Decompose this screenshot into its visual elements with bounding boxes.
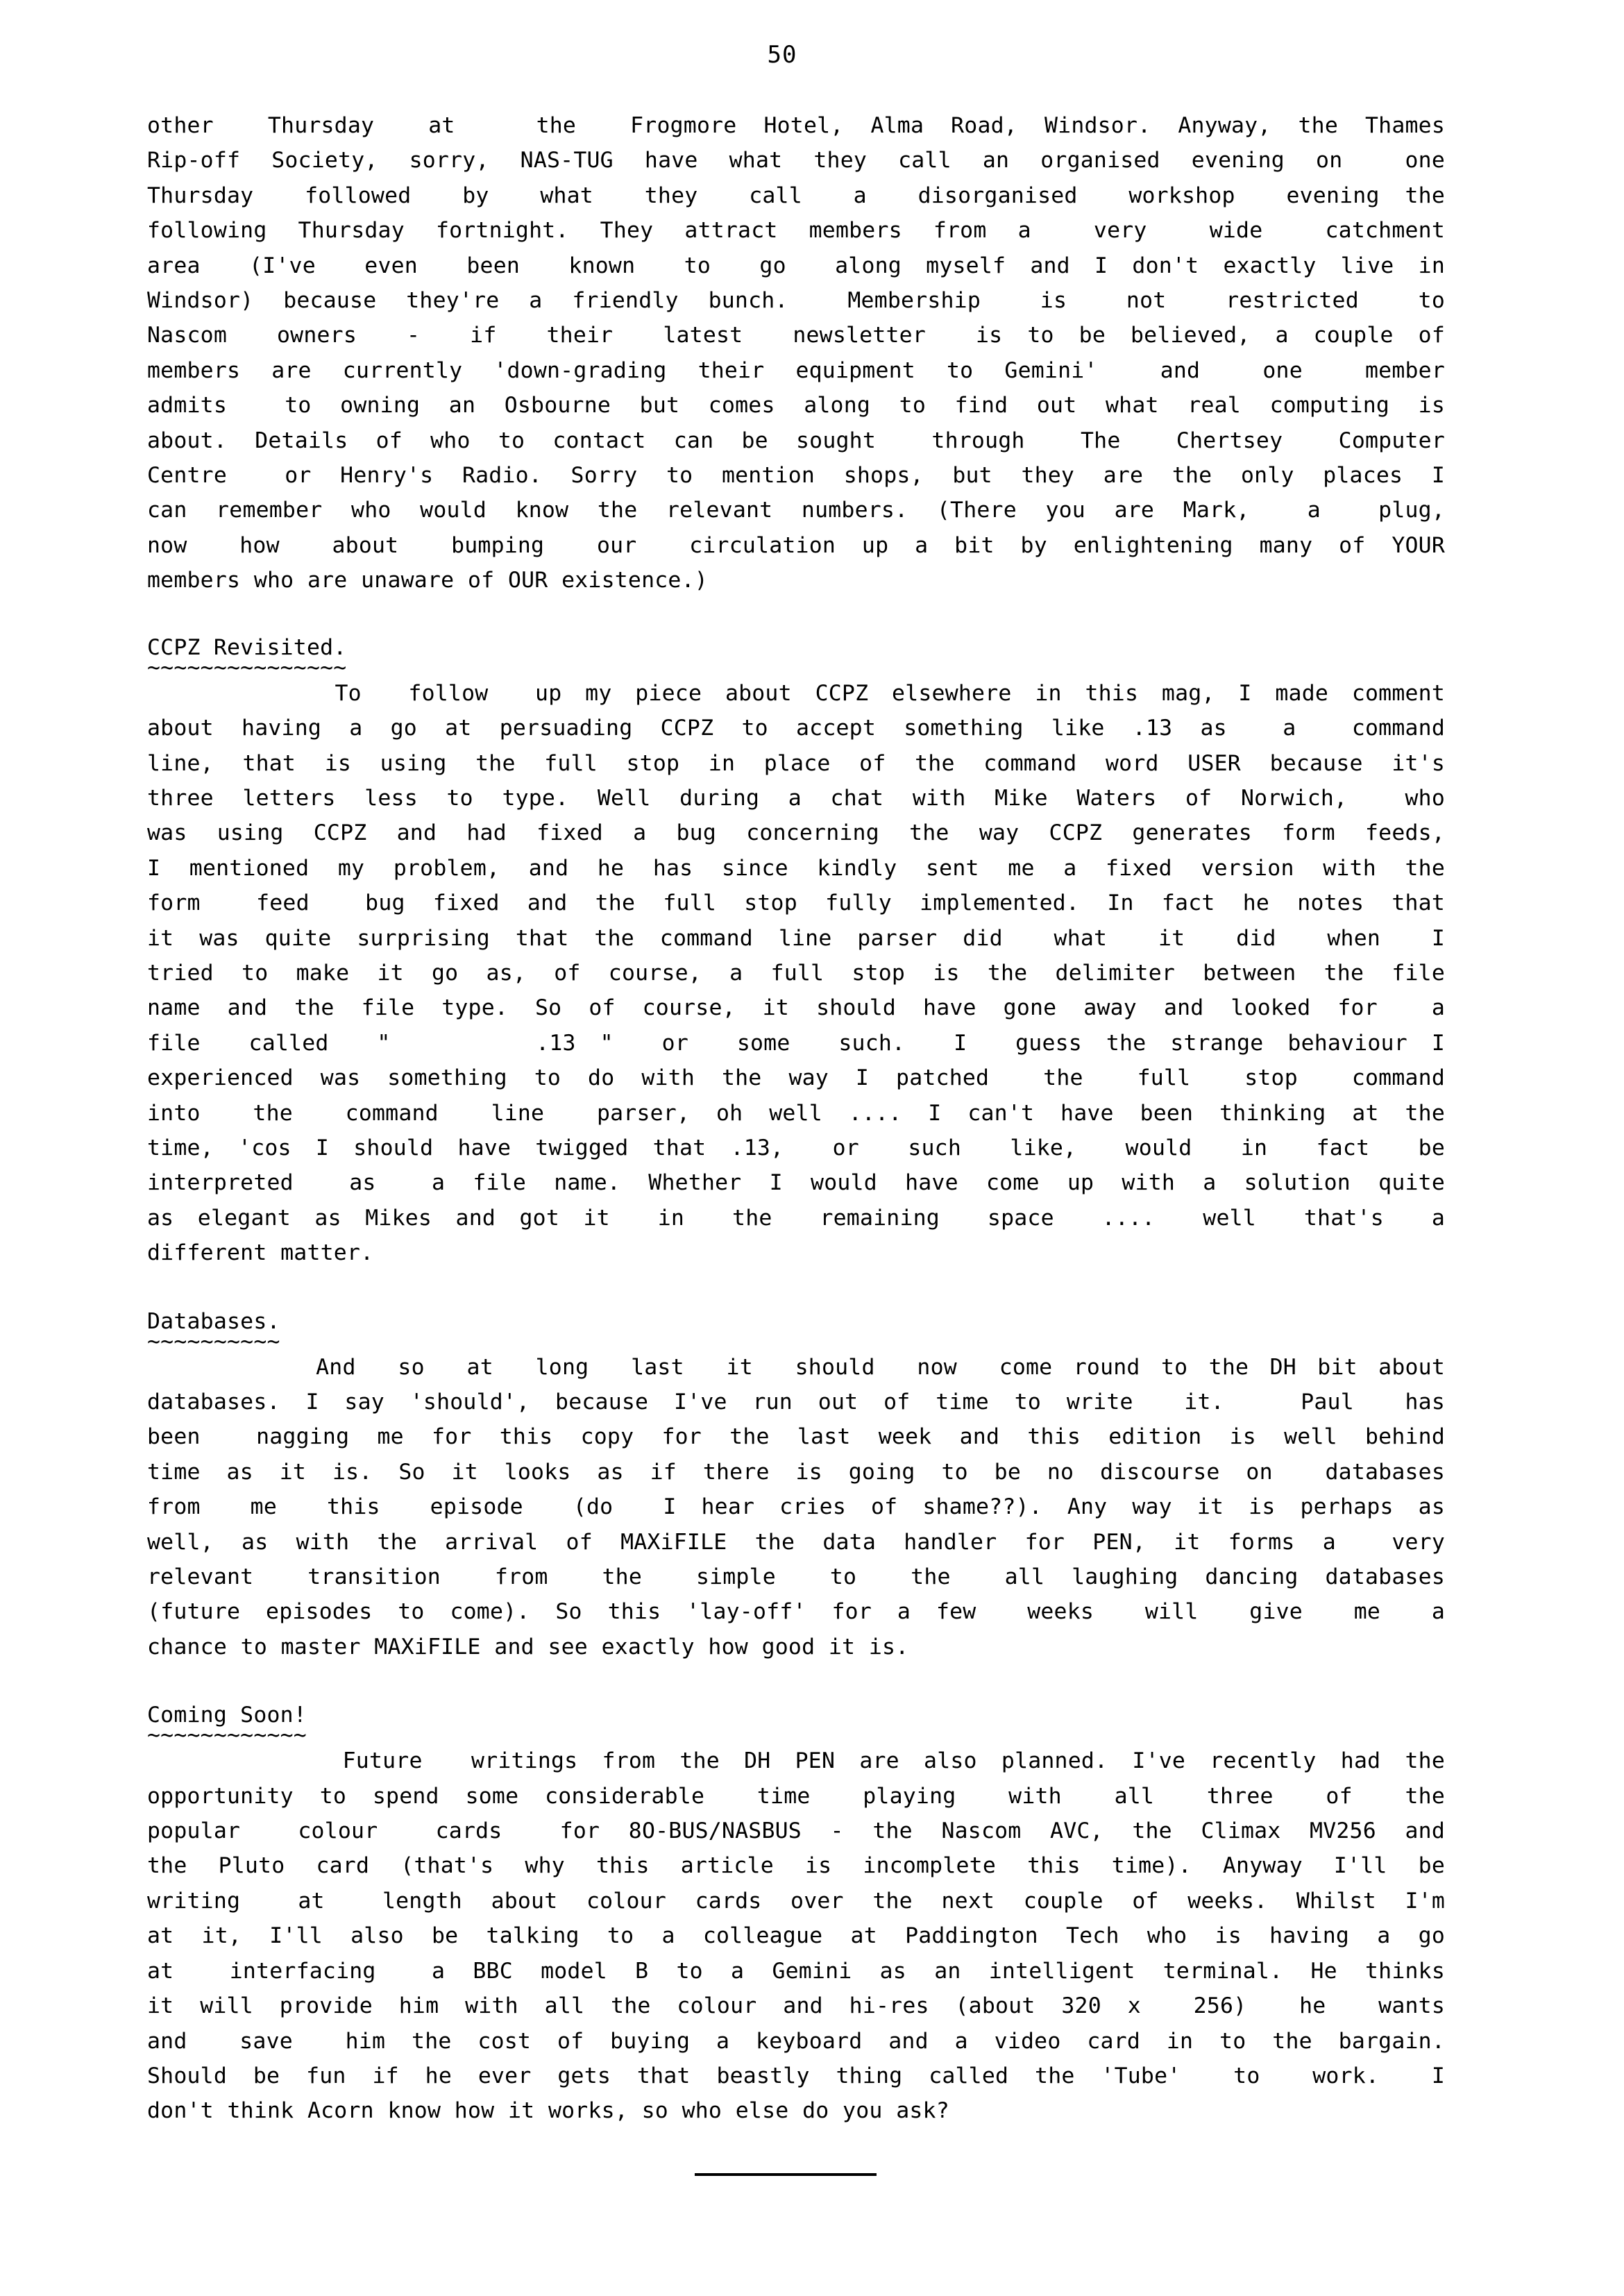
text-line: the Pluto card (that's why this article is incomplete this time). Anyway I'll be	[147, 1853, 1445, 1879]
text-line: databases. I say 'should', because I've run out of time to write it. Paul has	[147, 1390, 1445, 1415]
section-heading-ccpz	[147, 633, 1445, 680]
section-heading-databases-title: Databases.	[147, 1308, 280, 1334]
text-line: (future episodes to come). So this 'lay-off' for a few weeks will give me a	[147, 1599, 1445, 1625]
spacer	[147, 598, 1445, 633]
text-line: Nascom owners - if their latest newsletter is to be believed, a couple of	[147, 323, 1445, 348]
text-line: writing at length about colour cards over the next couple of weeks. Whilst I'm	[147, 1888, 1445, 1914]
text-line: admits to owning an Osbourne but comes along to find out what real computing is	[147, 393, 1445, 419]
text-line: line, that is using the full stop in place of the command word USER because it's	[147, 750, 1445, 776]
section-heading-databases	[147, 1307, 1445, 1354]
section-heading-databases-underline: ~~~~~~~~~~	[147, 1328, 280, 1354]
text-line: been nagging me for this copy for the last week and this edition is well behind	[147, 1424, 1445, 1450]
section-heading-coming-soon-underline: ~~~~~~~~~~~~	[147, 1723, 307, 1748]
paragraph-ccpz	[147, 676, 1445, 1271]
text-line: opportunity to spend some considerable time playing with all three of the	[147, 1783, 1445, 1809]
text-line: different matter.	[147, 1240, 374, 1266]
section-heading-coming-soon	[147, 1700, 1445, 1748]
bottom-divider-rule	[695, 2173, 877, 2176]
text-line: was using CCPZ and had fixed a bug concerning the way CCPZ generates form feeds,	[147, 820, 1445, 846]
text-line: members are currently 'down-grading their equipment to Gemini' and one member	[147, 357, 1445, 383]
section-heading-ccpz-title: CCPZ Revisited.	[147, 634, 347, 660]
paragraph-databases	[147, 1350, 1445, 1665]
text-line: as elegant as Mikes and got it in the remaining space .... well that's a	[147, 1205, 1445, 1231]
text-line: file called " .13 " or some such. I guess the strange behaviour I	[147, 1030, 1445, 1056]
page-number: 50	[767, 41, 797, 69]
text-line: now how about bumping our circulation up a bit by enlightening many of YOUR	[147, 532, 1445, 558]
text-line: members who are unaware of OUR existence.)	[147, 568, 708, 593]
text-line: relevant transition from the simple to the all laughing dancing databases	[147, 1564, 1445, 1590]
text-line: and save him the cost of buying a keyboard and a video card in to the bargain.	[147, 2028, 1445, 2054]
paragraph-coming-soon	[147, 1744, 1445, 2128]
paragraph-intro	[147, 108, 1445, 598]
text-line: time as it is. So it looks as if there is going to be no discourse on databases	[147, 1459, 1445, 1485]
text-line: popular colour cards for 8O-BUS/NASBUS - the Nascom AVC, the Climax MV256 and	[147, 1818, 1445, 1844]
text-line: Centre or Henry's Radio. Sorry to mention shops, but they are the only places I	[147, 463, 1445, 489]
text-line: about having a go at persuading CCPZ to accept something like .13 as a command	[147, 716, 1445, 741]
section-heading-ccpz-underline: ~~~~~~~~~~~~~~~	[147, 655, 347, 680]
text-line: three letters less to type. Well during a chat with Mike Waters of Norwich, who	[147, 785, 1445, 811]
text-line: Thursday followed by what they call a disorganised workshop evening the	[147, 183, 1445, 208]
text-line: experienced was something to do with the way I patched the full stop command	[147, 1065, 1445, 1091]
text-line: time, 'cos I should have twigged that .13, or such like, would in fact be	[147, 1135, 1445, 1160]
text-line: at interfacing a BBC model B to a Gemini as an intelligent terminal. He thinks	[147, 1958, 1445, 1984]
text-line: from me this episode (do I hear cries of shame??). Any way it is perhaps as	[147, 1494, 1445, 1520]
text-line: Should be fun if he ever gets that beastly thing called the 'Tube' to work. I	[147, 2063, 1445, 2088]
text-line: don't think Acorn know how it works, so who else do you ask?	[147, 2098, 949, 2124]
spacer	[147, 1664, 1445, 1700]
text-line: area (I've even been known to go along myself and I don't exactly live in	[147, 253, 1445, 278]
text-line: following Thursday fortnight. They attract members from a very wide catchment	[147, 218, 1445, 244]
text-line: To follow up my piece about CCPZ elsewhere in this mag, I made comment	[147, 680, 1445, 706]
text-line: form feed bug fixed and the full stop fully implemented. In fact he notes that	[147, 890, 1445, 916]
text-line: about. Details of who to contact can be sought through The Chertsey Computer	[147, 428, 1445, 453]
spacer	[147, 1271, 1445, 1307]
text-line: name and the file type. So of course, it should have gone away and looked for a	[147, 995, 1445, 1021]
text-line: other Thursday at the Frogmore Hotel, Alma Road, Windsor. Anyway, the Thames	[147, 113, 1445, 138]
text-line: Windsor) because they're a friendly bunch. Membership is not restricted to	[147, 288, 1445, 314]
text-line: it was quite surprising that the command line parser did what it did when I	[147, 925, 1445, 951]
text-line: it will provide him with all the colour and hi-res (about 320 x 256) he wants	[147, 1993, 1445, 2019]
text-line: I mentioned my problem, and he has since kindly sent me a fixed version with the	[147, 855, 1445, 881]
text-line: at it, I'll also be talking to a colleague at Paddington Tech who is having a go	[147, 1923, 1445, 1949]
text-line: into the command line parser, oh well .... I can't have been thinking at the	[147, 1100, 1445, 1126]
text-line: Rip-off Society, sorry, NAS-TUG have what they call an organised evening on one	[147, 148, 1445, 174]
bottom-rule-wrap	[147, 2173, 1445, 2176]
section-heading-coming-soon-title: Coming Soon!	[147, 1703, 307, 1728]
text-line: chance to master MAXiFILE and see exactly how good it is.	[147, 1634, 909, 1660]
text-line: Future writings from the DH PEN are also planned. I've recently had the	[147, 1748, 1445, 1774]
text-line: can remember who would know the relevant numbers. (There you are Mark, a plug,	[147, 498, 1445, 523]
text-line: interpreted as a file name. Whether I would have come up with a solution quite	[147, 1170, 1445, 1196]
text-line: And so at long last it should now come round to the DH bit about	[147, 1354, 1445, 1380]
text-line: tried to make it go as, of course, a full stop is the delimiter between the file	[147, 960, 1445, 986]
text-line: well, as with the arrival of MAXiFILE the data handler for PEN, it forms a very	[147, 1529, 1445, 1555]
